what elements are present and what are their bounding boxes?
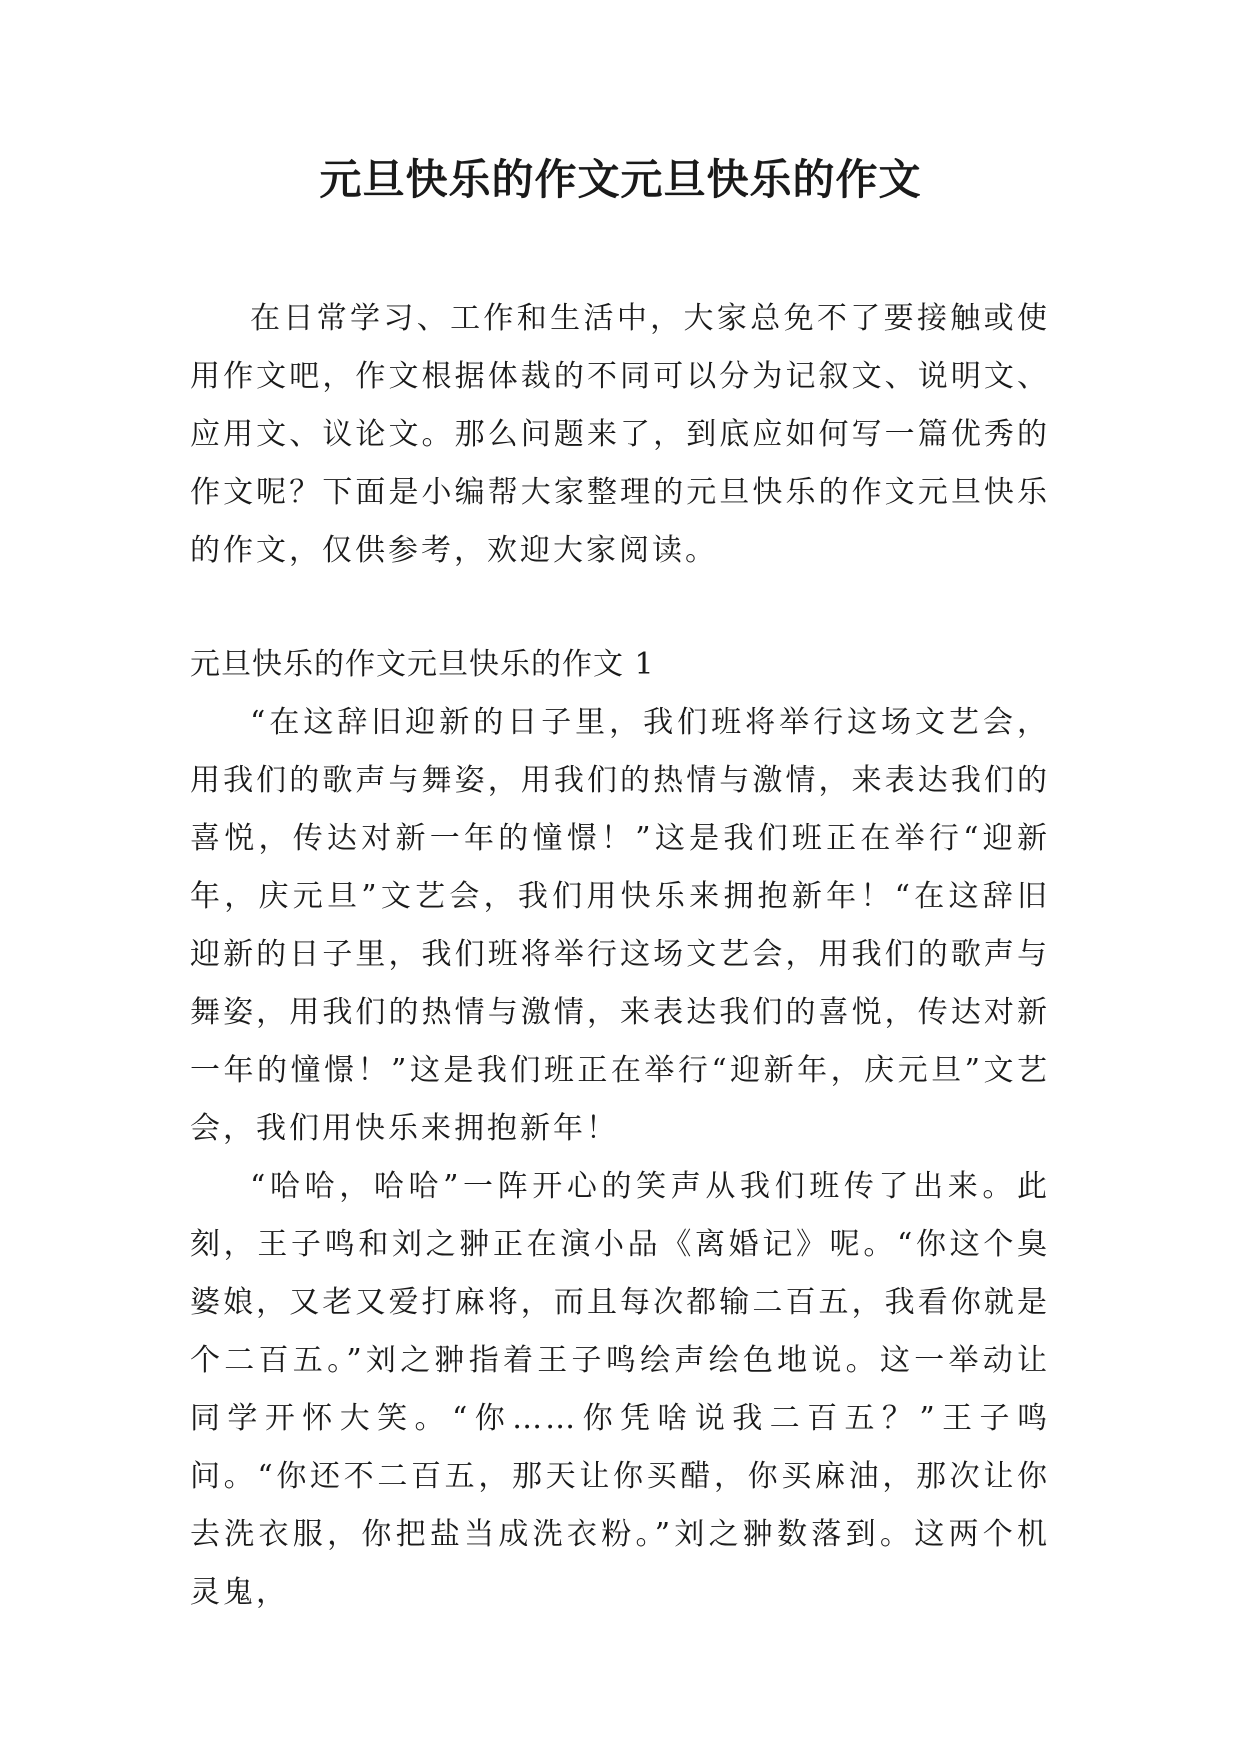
- document-body: [190, 290, 1050, 1622]
- body-paragraph-2: “哈哈，哈哈”一阵开心的笑声从我们班传了出来。此刻，王子鸣和刘之翀正在演小品《离婚记》呢。“你这个臭婆娘，又老又爱打麻将，而且每次都输二百五，我看你就是个二百五。”刘之翀指着王子鸣绘声绘色地说。这一举动让同学开怀大笑。“你……你凭啥说我二百五？”王子鸣问。“你还不二百五，那天让你买醋，你买麻油，那次让你去洗衣服，你把盐当成洗衣粉。”刘之翀数落到。这两个机灵鬼，: [190, 1169, 1050, 1610]
- document-title: 元旦快乐的作文元旦快乐的作文: [319, 155, 922, 204]
- body-paragraph-1: “在这辞旧迎新的日子里，我们班将举行这场文艺会，用我们的歌声与舞姿，用我们的热情与激情，来表达我们的喜悦，传达对新一年的憧憬！”这是我们班正在举行“迎新年，庆元旦”文艺会，我们用快乐来拥抱新年！“在这辞旧迎新的日子里，我们班将举行这场文艺会，用我们的歌声与舞姿，用我们的热情与激情，来表达我们的喜悦，传达对新一年的憧憬！”这是我们班正在举行“迎新年，庆元旦”文艺会，我们用快乐来拥抱新年！: [190, 705, 1050, 1146]
- section-heading: 元旦快乐的作文元旦快乐的作文 1: [190, 647, 655, 682]
- intro-paragraph: 在日常学习、工作和生活中，大家总免不了要接触或使用作文吧，作文根据体裁的不同可以分为记叙文、说明文、应用文、议论文。那么问题来了，到底应如何写一篇优秀的作文呢？下面是小编帮大家整理的元旦快乐的作文元旦快乐的作文，仅供参考，欢迎大家阅读。: [190, 301, 1050, 568]
